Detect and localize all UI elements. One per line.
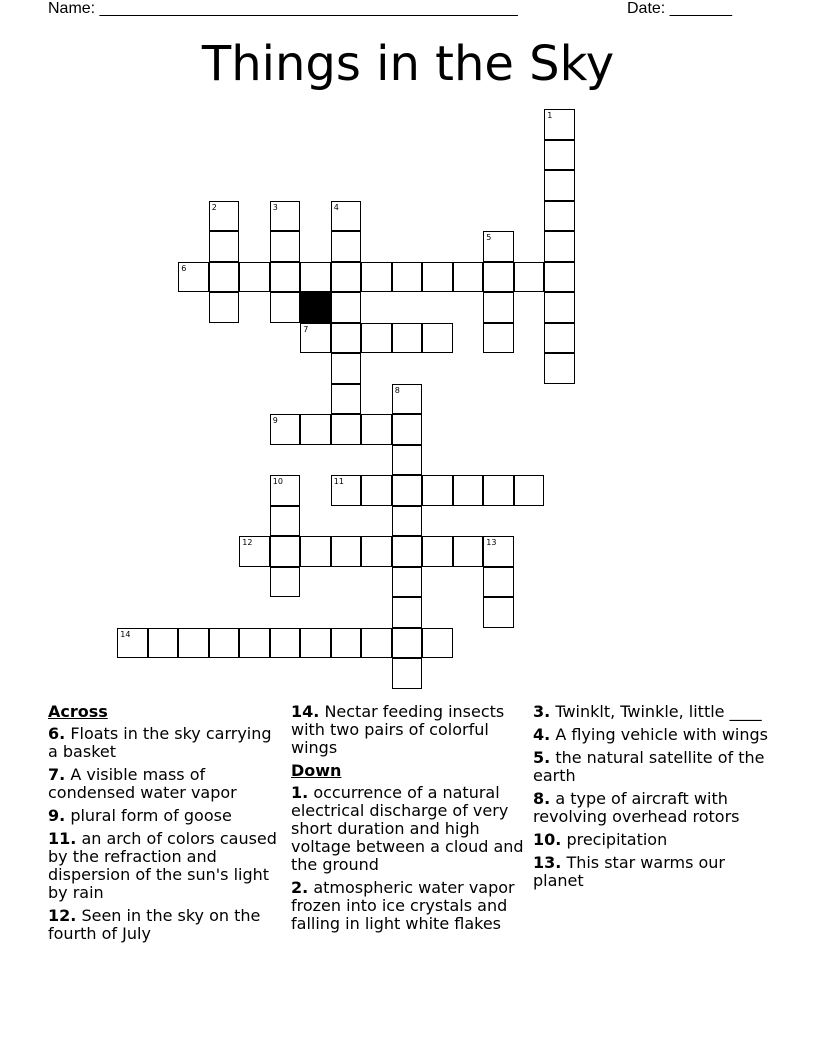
grid-cell[interactable] (483, 262, 514, 293)
grid-cell[interactable] (392, 414, 423, 445)
grid-cell[interactable] (178, 262, 209, 293)
grid-clue-number: 14 (120, 629, 131, 639)
grid-cell[interactable] (270, 231, 301, 262)
grid-cell[interactable] (392, 658, 423, 689)
grid-cell[interactable] (331, 292, 362, 323)
grid-cell[interactable] (453, 475, 484, 506)
grid-cell[interactable] (544, 140, 575, 171)
grid-cell[interactable] (300, 262, 331, 293)
grid-cell[interactable] (270, 567, 301, 598)
grid-cell[interactable] (392, 475, 423, 506)
clue-down-3: 3. Twinklt, Twinkle, little ____ (533, 702, 762, 721)
grid-cell[interactable] (270, 262, 301, 293)
grid-cell[interactable] (392, 597, 423, 628)
clue-down-10: 10. precipitation (533, 830, 668, 849)
clue-across-7: 7. A visible mass of condensed water vapor (48, 765, 237, 802)
grid-clue-number: 8 (394, 385, 400, 395)
clues-column-3 (533, 703, 769, 895)
date-field-line: Date: _______ (627, 0, 732, 17)
clue-down-13: 13. This star warms our planet (533, 853, 725, 890)
grid-cell[interactable] (392, 628, 423, 659)
grid-clue-number: 7 (303, 324, 309, 334)
clue-across-14: 14. Nectar feeding insects with two pairs of colorful wings (291, 702, 505, 757)
grid-cell[interactable] (483, 475, 514, 506)
grid-cell[interactable] (483, 323, 514, 354)
grid-cell[interactable] (392, 567, 423, 598)
down-heading: Down (291, 761, 342, 780)
grid-cell[interactable] (514, 475, 545, 506)
grid-cell[interactable] (544, 170, 575, 201)
grid-cell[interactable] (209, 292, 240, 323)
grid-cell[interactable] (270, 414, 301, 445)
grid-cell[interactable] (361, 323, 392, 354)
grid-cell[interactable] (331, 323, 362, 354)
grid-cell[interactable] (270, 475, 301, 506)
grid-cell[interactable] (209, 201, 240, 232)
grid-cell[interactable] (270, 292, 301, 323)
grid-cell[interactable] (392, 323, 423, 354)
grid-cell[interactable] (483, 292, 514, 323)
grid-cell[interactable] (331, 231, 362, 262)
grid-cell[interactable] (453, 262, 484, 293)
grid-cell[interactable] (483, 536, 514, 567)
grid-clue-number: 9 (272, 416, 278, 426)
grid-cell[interactable] (300, 414, 331, 445)
clues-column-2 (291, 703, 527, 938)
grid-cell[interactable] (544, 231, 575, 262)
grid-cell[interactable] (331, 414, 362, 445)
page-title: Things in the Sky (201, 36, 615, 92)
grid-cell[interactable] (209, 231, 240, 262)
grid-cell[interactable] (300, 536, 331, 567)
grid-clue-number: 12 (242, 538, 253, 548)
clue-across-12: 12. Seen in the sky on the fourth of July (48, 906, 261, 943)
clue-down-2: 2. atmospheric water vapor frozen into ice crystals and falling in light white flakes (291, 878, 515, 933)
grid-cell[interactable] (392, 506, 423, 537)
grid-cell[interactable] (148, 628, 179, 659)
grid-cell[interactable] (544, 262, 575, 293)
grid-clue-number: 1 (547, 111, 553, 121)
grid-clue-number: 11 (333, 477, 344, 487)
grid-cell[interactable] (361, 262, 392, 293)
grid-cell[interactable] (331, 201, 362, 232)
grid-cell[interactable] (239, 536, 270, 567)
grid-cell[interactable] (331, 536, 362, 567)
across-heading: Across (48, 702, 108, 721)
grid-cell[interactable] (544, 353, 575, 384)
grid-cell[interactable] (544, 201, 575, 232)
grid-cell[interactable] (392, 262, 423, 293)
grid-cell[interactable] (331, 262, 362, 293)
grid-clue-number: 13 (486, 538, 497, 548)
grid-clue-number: 2 (211, 202, 217, 212)
grid-cell[interactable] (178, 628, 209, 659)
grid-cell[interactable] (483, 231, 514, 262)
clue-down-8: 8. a type of aircraft with revolving overhead rotors (533, 789, 740, 826)
grid-cell[interactable] (331, 353, 362, 384)
grid-cell[interactable] (514, 262, 545, 293)
clue-across-6: 6. Floats in the sky carrying a basket (48, 724, 272, 761)
grid-clue-number: 3 (272, 202, 278, 212)
grid-cell[interactable] (361, 414, 392, 445)
grid-cell[interactable] (270, 536, 301, 567)
grid-cell[interactable] (483, 567, 514, 598)
clues-column-1 (48, 703, 284, 948)
grid-black-cell (300, 292, 331, 323)
grid-cell[interactable] (544, 292, 575, 323)
grid-clue-number: 5 (486, 233, 492, 243)
grid-cell[interactable] (422, 323, 453, 354)
grid-cell[interactable] (422, 536, 453, 567)
grid-cell[interactable] (483, 597, 514, 628)
grid-cell[interactable] (239, 628, 270, 659)
grid-clue-number: 4 (333, 202, 339, 212)
grid-cell[interactable] (209, 628, 240, 659)
grid-cell[interactable] (209, 262, 240, 293)
clue-down-5: 5. the natural satellite of the earth (533, 748, 765, 785)
grid-cell[interactable] (422, 262, 453, 293)
grid-cell[interactable] (361, 628, 392, 659)
grid-cell[interactable] (239, 262, 270, 293)
grid-cell[interactable] (361, 475, 392, 506)
grid-cell[interactable] (331, 628, 362, 659)
grid-clue-number: 6 (181, 263, 187, 273)
grid-cell[interactable] (300, 628, 331, 659)
grid-cell[interactable] (392, 536, 423, 567)
grid-cell[interactable] (331, 384, 362, 415)
clue-down-1: 1. occurrence of a natural electrical discharge of very short duration and high voltage between a cloud and the ground (291, 783, 524, 874)
grid-cell[interactable] (300, 323, 331, 354)
grid-cell[interactable] (392, 384, 423, 415)
grid-cell[interactable] (544, 323, 575, 354)
grid-cell[interactable] (270, 506, 301, 537)
name-field-line: Name: _______________________________________________ (48, 0, 518, 17)
grid-cell[interactable] (544, 109, 575, 140)
grid-cell[interactable] (361, 536, 392, 567)
clue-across-11: 11. an arch of colors caused by the refraction and dispersion of the sun's light by rain (48, 829, 277, 902)
grid-cell[interactable] (392, 445, 423, 476)
grid-cell[interactable] (422, 475, 453, 506)
grid-cell[interactable] (422, 628, 453, 659)
grid-cell[interactable] (117, 628, 148, 659)
grid-clue-number: 10 (272, 477, 283, 487)
grid-cell[interactable] (453, 536, 484, 567)
grid-cell[interactable] (331, 475, 362, 506)
grid-cell[interactable] (270, 201, 301, 232)
clue-down-4: 4. A flying vehicle with wings (533, 725, 768, 744)
grid-cell[interactable] (270, 628, 301, 659)
clue-across-9: 9. plural form of goose (48, 806, 232, 825)
